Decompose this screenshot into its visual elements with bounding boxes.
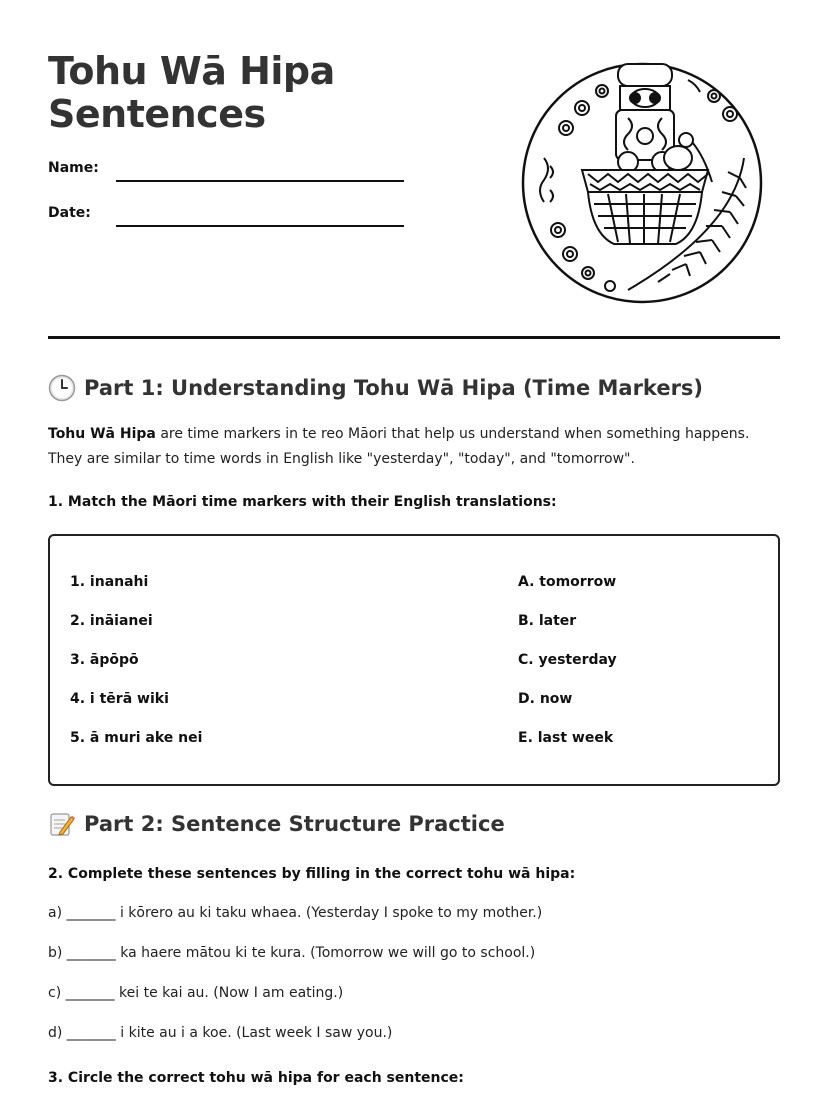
part2-heading	[48, 810, 505, 838]
english-term: B. later	[518, 613, 577, 629]
clock-icon	[48, 374, 76, 402]
name-label: Name:	[48, 160, 99, 176]
title-line-2: Sentences	[48, 92, 266, 136]
part1-heading-text: Part 1: Understanding Tohu Wā Hipa (Time Markers)	[84, 376, 704, 400]
sentence-item: d) _______ i kite au i a koe. (Last week I saw you.)	[48, 1025, 393, 1041]
english-term: A. tomorrow	[518, 574, 617, 590]
question-2: 2. Complete these sentences by filling in the correct tohu wā hipa:	[48, 866, 576, 882]
english-term: C. yesterday	[518, 652, 617, 668]
maori-term: 2. ināianei	[70, 613, 153, 629]
date-field[interactable]	[116, 225, 404, 227]
part2-heading-text: Part 2: Sentence Structure Practice	[84, 812, 505, 836]
maori-term: 3. āpōpō	[70, 652, 139, 668]
question-1: 1. Match the Māori time markers with their English translations:	[48, 494, 557, 510]
name-field[interactable]	[116, 180, 404, 182]
maori-term: 4. i tērā wiki	[70, 691, 169, 707]
maori-term: 1. inanahi	[70, 574, 149, 590]
question-3: 3. Circle the correct tohu wā hipa for each sentence:	[48, 1070, 464, 1086]
maori-term: 5. ā muri ake nei	[70, 730, 203, 746]
page-title	[48, 50, 468, 136]
part1-heading	[48, 374, 703, 402]
intro-term: Tohu Wā Hipa	[48, 426, 156, 442]
intro-paragraph	[48, 422, 778, 472]
matching-box	[48, 534, 780, 786]
carving-emblem-logo	[518, 58, 770, 308]
english-term: E. last week	[518, 730, 614, 746]
english-term: D. now	[518, 691, 573, 707]
memo-pencil-icon	[48, 810, 76, 838]
sentence-item: c) _______ kei te kai au. (Now I am eating.)	[48, 985, 344, 1001]
sentence-item: b) _______ ka haere mātou ki te kura. (Tomorrow we will go to school.)	[48, 945, 536, 961]
intro-text: are time markers in te reo Māori that help us understand when something happens. They are similar to time words in English like "yesterday", "today", and "tomorrow".	[48, 426, 750, 467]
title-line-1: Tohu Wā Hipa	[48, 49, 335, 93]
date-label: Date:	[48, 205, 91, 221]
sentence-item: a) _______ i kōrero au ki taku whaea. (Yesterday I spoke to my mother.)	[48, 905, 543, 921]
section-divider	[48, 336, 780, 339]
